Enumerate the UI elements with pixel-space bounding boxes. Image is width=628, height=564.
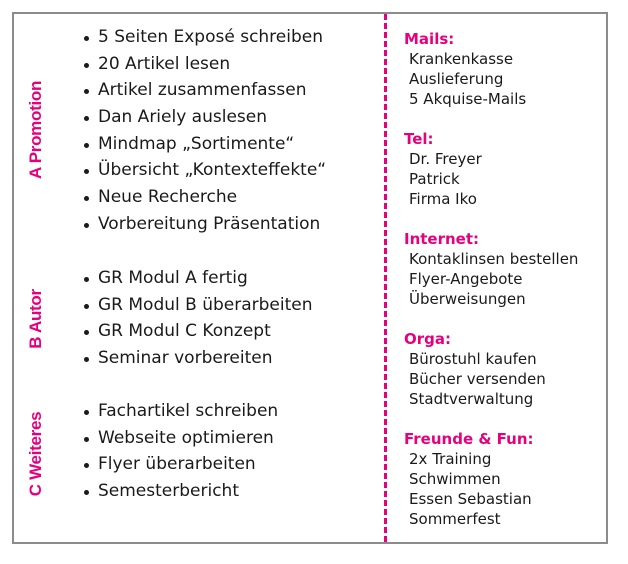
list-item: Krankenkasse xyxy=(409,50,514,68)
list-item: Firma Iko xyxy=(409,190,477,208)
category-title: Internet: xyxy=(404,230,480,248)
list-item: Bücher versenden xyxy=(409,370,546,388)
section-label-a-text: A Promotion xyxy=(26,80,45,180)
section-label-c-text: C Weiteres xyxy=(26,411,45,497)
list-item: Fachartikel schreiben xyxy=(84,398,278,425)
category-orga xyxy=(404,329,546,409)
section-list-c xyxy=(84,398,278,505)
list-item: Flyer-Angebote xyxy=(409,270,523,288)
list-item: Neue Recherche xyxy=(84,184,326,211)
column-divider xyxy=(384,14,387,542)
list-item: Essen Sebastian xyxy=(409,490,532,508)
category-title: Tel: xyxy=(404,130,434,148)
list-item: GR Modul C Konzept xyxy=(84,318,313,345)
list-item: Stadtverwaltung xyxy=(409,390,534,408)
list-item: Dr. Freyer xyxy=(409,150,482,168)
list-item: 2x Training xyxy=(409,450,492,468)
list-item: Semesterbericht xyxy=(84,478,278,505)
category-mails xyxy=(404,29,526,109)
todo-frame xyxy=(12,12,608,544)
section-list-a xyxy=(84,24,326,238)
section-label-b-text: B Autor xyxy=(26,289,45,349)
list-item: Seminar vorbereiten xyxy=(84,345,313,372)
category-tel xyxy=(404,129,482,209)
list-item: Patrick xyxy=(409,170,460,188)
category-title: Orga: xyxy=(404,330,452,348)
list-item: Dan Ariely auslesen xyxy=(84,104,326,131)
list-item: Kontaklinsen bestellen xyxy=(409,250,579,268)
list-item: 5 Akquise-Mails xyxy=(409,90,527,108)
list-item: Flyer überarbeiten xyxy=(84,451,278,478)
list-item: 5 Seiten Exposé schreiben xyxy=(84,24,326,51)
list-item: Bürostuhl kaufen xyxy=(409,350,537,368)
list-item: Auslieferung xyxy=(409,70,504,88)
list-item: Übersicht „Kontexteffekte“ xyxy=(84,157,326,184)
category-title: Freunde & Fun: xyxy=(404,430,534,448)
section-list-b xyxy=(84,265,313,372)
list-item: Überweisungen xyxy=(409,290,526,308)
list-item: Mindmap „Sortimente“ xyxy=(84,131,326,158)
category-internet xyxy=(404,229,578,309)
list-item: GR Modul B überarbeiten xyxy=(84,292,313,319)
list-item: GR Modul A fertig xyxy=(84,265,313,292)
list-item: 20 Artikel lesen xyxy=(84,51,326,78)
category-title: Mails: xyxy=(404,30,455,48)
list-item: Schwimmen xyxy=(409,470,501,488)
list-item: Vorbereitung Präsentation xyxy=(84,211,326,238)
list-item: Artikel zusammenfassen xyxy=(84,77,326,104)
list-item: Webseite optimieren xyxy=(84,425,278,452)
category-freunde-fun xyxy=(404,429,534,529)
list-item: Sommerfest xyxy=(409,510,501,528)
